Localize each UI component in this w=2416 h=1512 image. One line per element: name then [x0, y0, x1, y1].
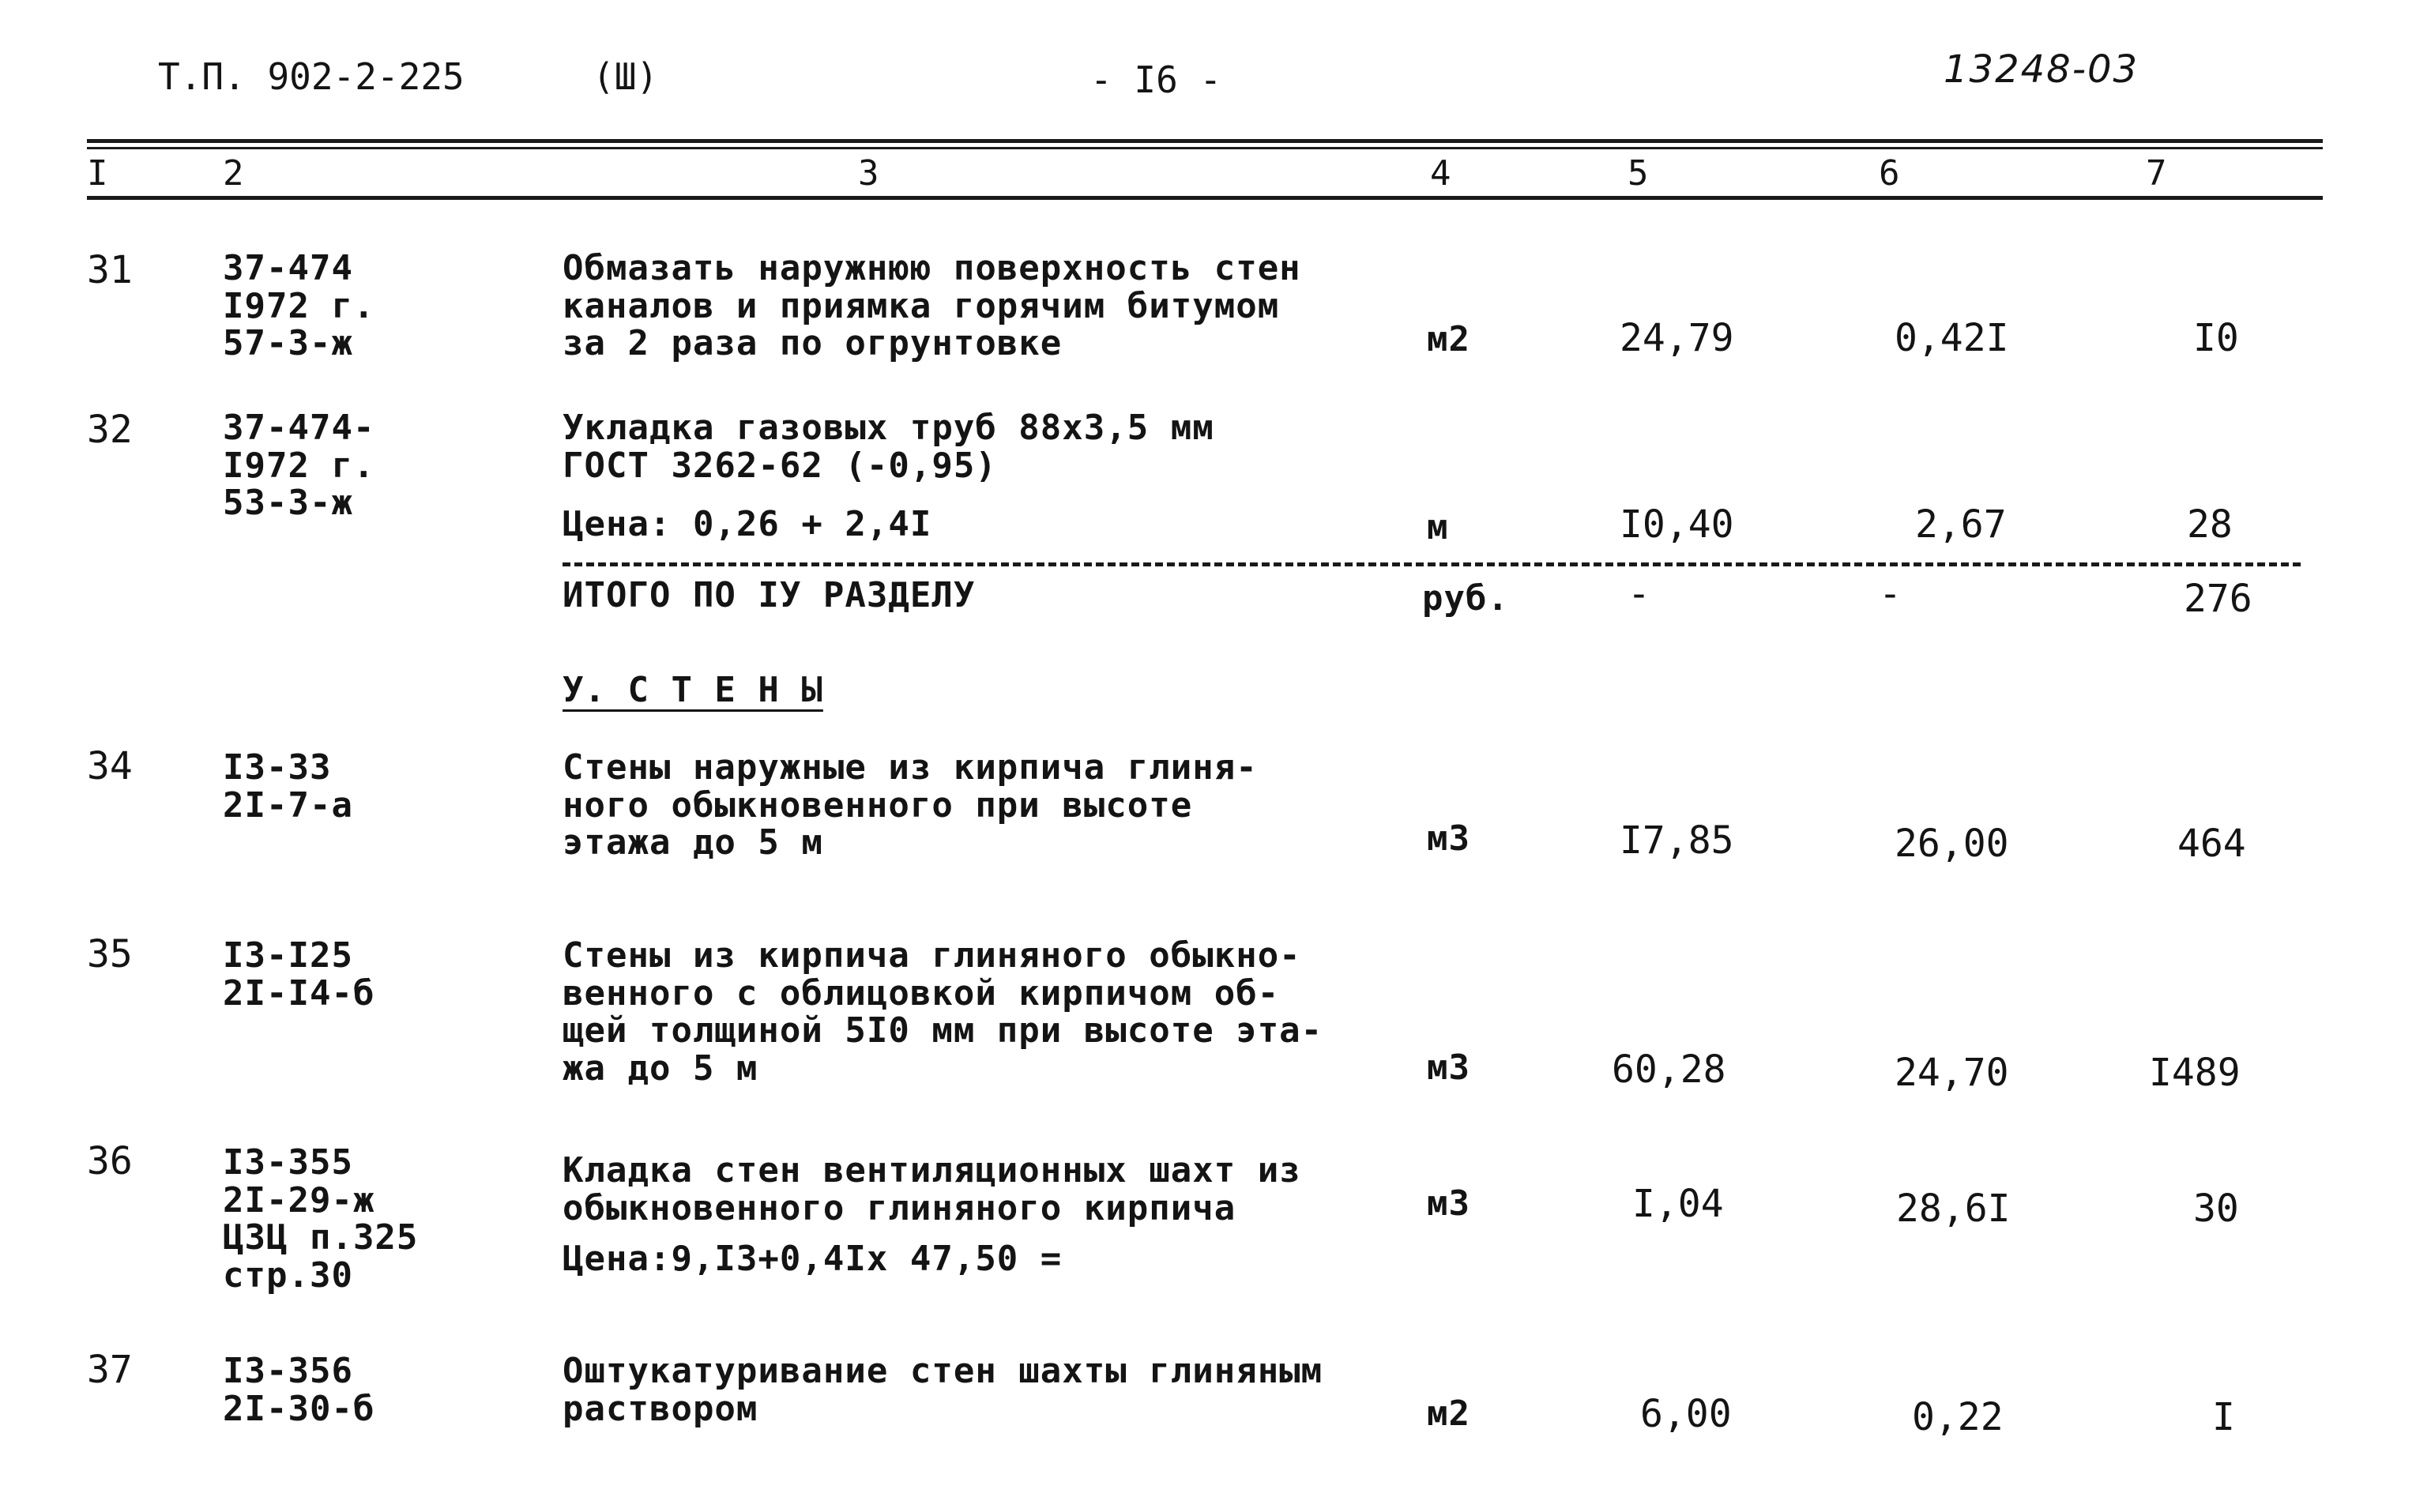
document-code: Т.П. 902-2-225	[158, 55, 465, 98]
subtotal-label: ИТОГО ПО IУ РАЗДЕЛУ	[563, 575, 976, 615]
inventory-number: 13248-03	[1944, 47, 2139, 92]
norm-reference: I3-356 2I-30-б	[223, 1351, 375, 1429]
column-number: 3	[858, 153, 879, 194]
quantity: I7,85	[1620, 818, 1734, 863]
header-rule-top	[87, 139, 2323, 143]
section-numeral: (Ш)	[593, 55, 659, 98]
row-number: 32	[87, 408, 133, 452]
total-cost: 30	[2193, 1187, 2239, 1231]
row-number: 37	[87, 1348, 133, 1392]
unit-price: 0,22	[1912, 1395, 2004, 1439]
unit-price: 0,42I	[1895, 316, 2009, 360]
header-rule-top-2	[87, 147, 2323, 149]
quantity: I0,40	[1620, 502, 1734, 547]
quantity: 60,28	[1612, 1047, 1726, 1092]
price-formula: Цена: 0,26 + 2,4I	[563, 504, 932, 544]
unit: м	[1427, 507, 1449, 547]
norm-reference: 37-474 I972 г. 57-3-ж	[223, 248, 375, 364]
unit: м3	[1427, 1047, 1470, 1088]
column-number: 4	[1430, 153, 1451, 194]
subtotal-total: 276	[2184, 577, 2252, 621]
price-formula: Цена:9,I3+0,4Iх 47,50 =	[563, 1239, 1063, 1279]
row-number: 36	[87, 1139, 133, 1183]
unit: м2	[1427, 1394, 1470, 1434]
column-number: 7	[2146, 153, 2167, 194]
quantity: 24,79	[1620, 316, 1734, 360]
column-number: 5	[1628, 153, 1649, 194]
total-cost: 28	[2187, 502, 2233, 547]
work-description: Стены из кирпича глиняного обыкно- венного с облицовкой кирпичом об- щей толщиной 5I0 мм при высоте эта- жа до 5 м	[563, 935, 1323, 1089]
subtotal-price: -	[1879, 572, 1902, 616]
section-title: У. С Т Е Н Ы	[563, 670, 823, 710]
unit: м3	[1427, 1183, 1470, 1224]
total-cost: I0	[2193, 316, 2239, 360]
dashed-separator	[563, 562, 2301, 566]
column-number: 2	[223, 153, 244, 194]
work-description: Оштукатуривание стен шахты глиняным раствором	[563, 1351, 1323, 1429]
page-number: - I6 -	[1090, 58, 1222, 101]
work-description: Укладка газовых труб 88х3,5 мм ГОСТ 3262-62 (-0,95)	[563, 408, 1214, 486]
unit-price: 24,70	[1895, 1051, 2009, 1095]
subtotal-quantity: -	[1628, 572, 1650, 616]
quantity: 6,00	[1640, 1392, 1732, 1436]
quantity: I,04	[1632, 1182, 1724, 1226]
total-cost: 464	[2177, 822, 2246, 866]
work-description: Стены наружные из кирпича глиня- ного обыкновенного при высоте этажа до 5 м	[563, 747, 1258, 863]
column-number: 6	[1879, 153, 1900, 194]
work-description: Обмазать наружнюю поверхность стен каналов и приямка горячим битумом за 2 раза по огрунтовке	[563, 248, 1301, 364]
subtotal-unit: руб.	[1422, 578, 1509, 619]
norm-reference: 37-474- I972 г. 53-3-ж	[223, 408, 375, 524]
row-number: 34	[87, 744, 133, 788]
row-number: 35	[87, 932, 133, 976]
column-number: I	[87, 153, 108, 194]
unit-price: 2,67	[1915, 502, 2007, 547]
norm-reference: I3-33 2I-7-а	[223, 747, 353, 826]
norm-reference: I3-I25 2I-I4-б	[223, 935, 375, 1014]
unit: м2	[1427, 319, 1470, 359]
work-description: Кладка стен вентиляционных шахт из обыкновенного глиняного кирпича	[563, 1150, 1301, 1228]
unit: м3	[1427, 818, 1470, 859]
total-cost: I	[2212, 1395, 2235, 1439]
unit-price: 26,00	[1895, 822, 2009, 866]
total-cost: I489	[2149, 1051, 2241, 1095]
unit-price: 28,6I	[1896, 1187, 2011, 1231]
norm-reference: I3-355 2I-29-ж ЦЗЦ п.325 стр.30	[223, 1142, 419, 1296]
header-rule-bottom	[87, 196, 2323, 200]
row-number: 31	[87, 248, 133, 292]
